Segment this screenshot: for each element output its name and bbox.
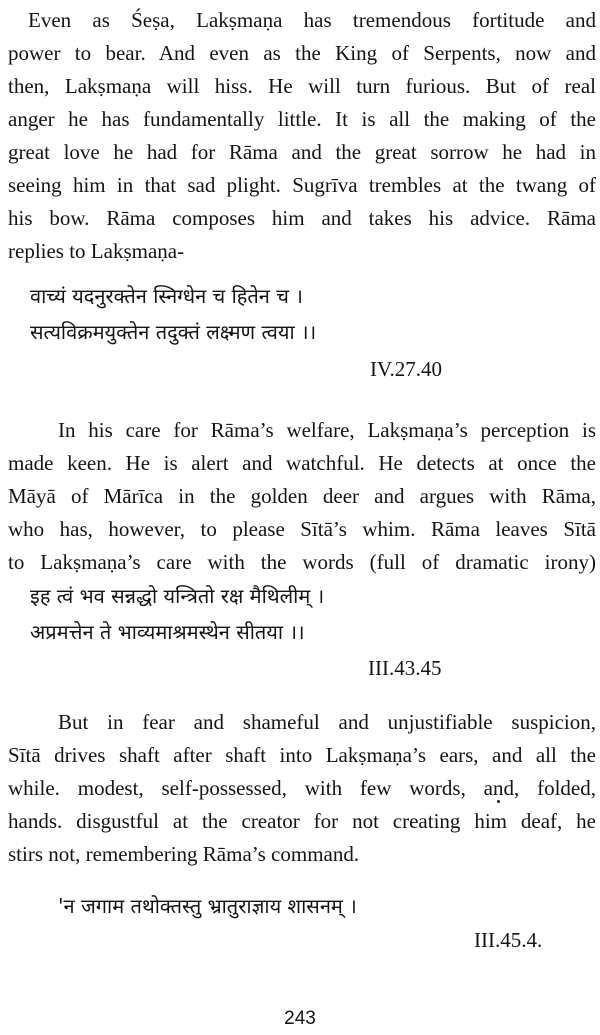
sanskrit-verse-2 xyxy=(30,578,324,650)
paragraph-line: Sītā drives shaft after shaft into Lakṣmaṇa’s ears, and all the xyxy=(8,743,596,767)
verse-reference-2: III.43.45 xyxy=(368,656,442,680)
sanskrit-verse-1 xyxy=(30,278,316,350)
paragraph-3 xyxy=(8,706,596,871)
paragraph-line: who has, however, to please Sītā’s whim. Rāma leaves Sītā xyxy=(8,517,596,541)
verse-line: सत्यविक्रमयुक्तेन तदुक्तं लक्ष्मण त्वया ।। xyxy=(30,320,317,344)
paragraph-line: replies to Lakṣmaṇa- xyxy=(8,239,185,263)
paragraph-1 xyxy=(8,4,596,268)
verse-reference-1: IV.27.40 xyxy=(370,357,442,381)
paragraph-line: seeing him in that sad plight. Sugrīva trembles at the twang of xyxy=(8,173,596,197)
paragraph-line: hands. disgustful at the creator for not creating him deaf, he xyxy=(8,809,596,833)
paragraph-line: to Lakṣmaṇa’s care with the words (full of dramatic irony) xyxy=(8,550,596,574)
paragraph-line: But in fear and shameful and unjustifiable suspicion, xyxy=(58,710,596,734)
paragraph-line: power to bear. And even as the King of Serpents, now and xyxy=(8,41,596,65)
verse-line: वाच्यं यदनुरक्तेन स्निग्धेन च हितेन च । xyxy=(30,284,303,308)
verse-line: अप्रमत्तेन ते भाव्यमाश्रमस्थेन सीतया ।। xyxy=(30,620,305,644)
paragraph-line: Māyā of Mārīca in the golden deer and argues with Rāma, xyxy=(8,484,596,508)
verse-reference-3: III.45.4. xyxy=(474,928,543,952)
paragraph-line: great love he had for Rāma and the great sorrow he had in xyxy=(8,140,596,164)
paragraph-line: stirs not, remembering Rāma’s command. xyxy=(8,842,360,866)
print-speck xyxy=(497,800,500,803)
page-number: 243 xyxy=(284,1008,316,1029)
paragraph-line: Even as Śeṣa, Lakṣmaṇa has tremendous fortitude and xyxy=(28,8,596,32)
paragraph-line: while. modest, self-possessed, with few words, and, folded, xyxy=(8,776,596,800)
sanskrit-verse-3 xyxy=(58,888,357,924)
paragraph-2 xyxy=(8,414,596,579)
paragraph-line: made keen. He is alert and watchful. He detects at once the xyxy=(8,451,596,475)
verse-line: 'न जगाम तथोक्तस्तु भ्रातुराज्ञाय शासनम् । xyxy=(58,894,357,918)
paragraph-line: his bow. Rāma composes him and takes his advice. Rāma xyxy=(8,206,596,230)
paragraph-line: then, Lakṣmaṇa will hiss. He will turn furious. But of real xyxy=(8,74,596,98)
paragraph-line: In his care for Rāma’s welfare, Lakṣmaṇa’s perception is xyxy=(58,418,596,442)
verse-line: इह त्वं भव सन्नद्धो यन्त्रितो रक्ष मैथिलीम् । xyxy=(30,584,325,608)
paragraph-line: anger he has fundamentally little. It is all the making of the xyxy=(8,107,596,131)
